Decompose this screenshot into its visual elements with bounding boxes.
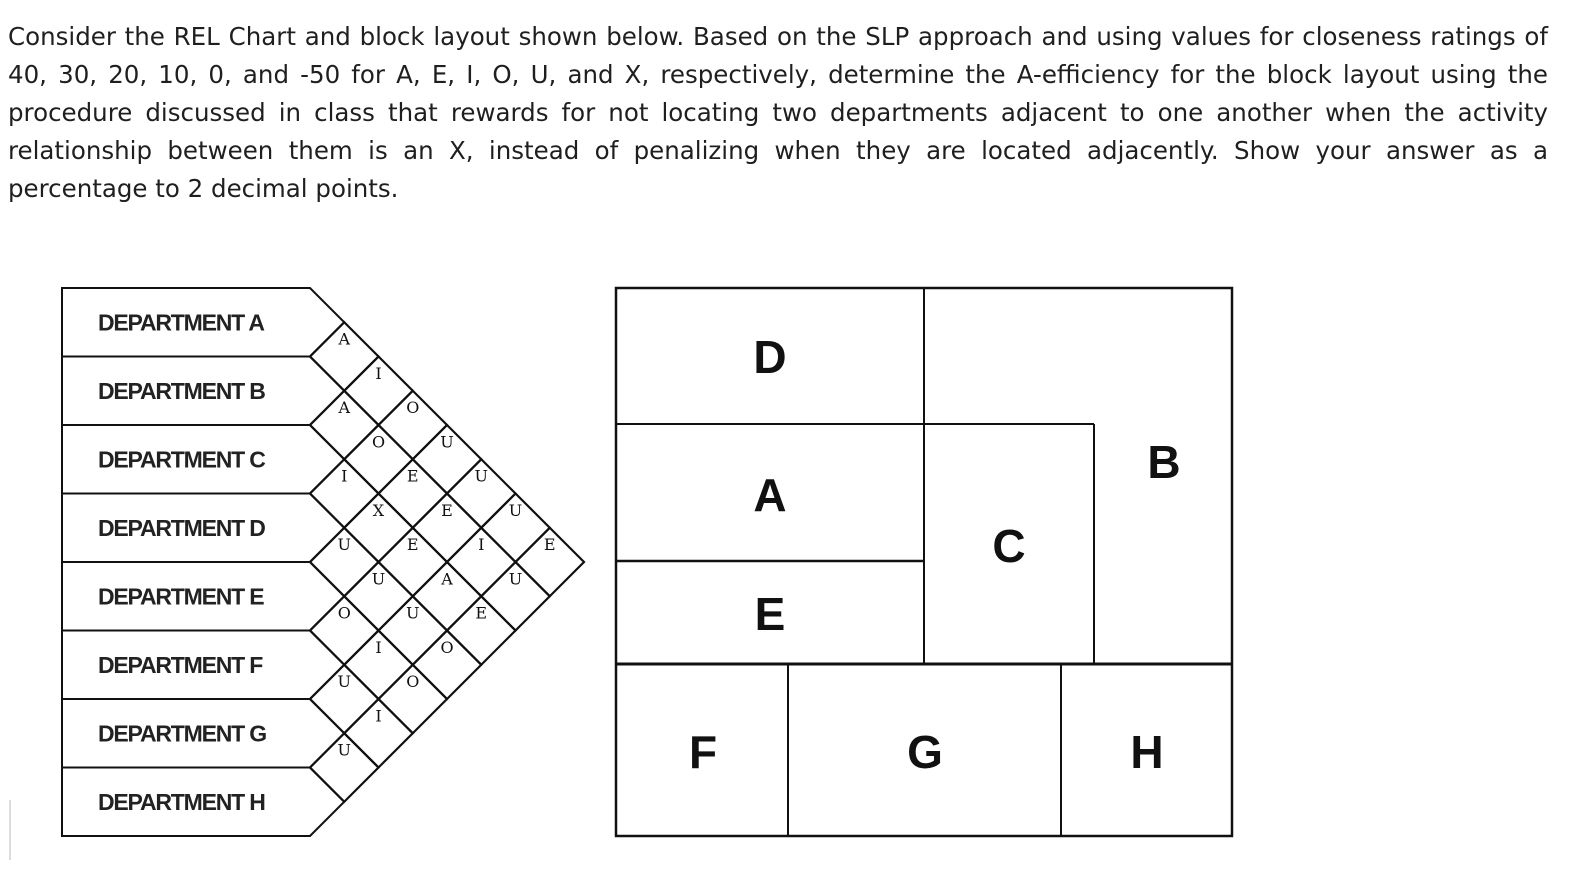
block-f-label: F — [688, 726, 718, 778]
rel-rating-e-h: O — [406, 672, 420, 691]
department-label: DEPARTMENT E — [98, 583, 264, 610]
rel-rating-c-f: E — [406, 535, 419, 554]
rel-rating-f-h: I — [375, 706, 382, 726]
rel-rating-c-h: E — [475, 603, 488, 623]
rel-rating-a-h: E — [543, 535, 556, 554]
rel-rating-c-e: X — [372, 500, 385, 520]
block-b-label: B — [1147, 436, 1181, 488]
rel-rating-a-d: O — [406, 398, 420, 417]
edge-mark — [9, 800, 11, 860]
rel-rating-b-f: E — [441, 500, 453, 520]
rel-rating-c-d: I — [341, 466, 348, 486]
rel-rating-e-f: O — [337, 603, 351, 623]
rel-rating-a-f: U — [474, 466, 488, 486]
rel-rating-c-g: A — [441, 569, 453, 589]
rel-rating-f-g: U — [337, 672, 351, 691]
department-label: DEPARTMENT H — [98, 788, 265, 815]
rel-rating-g-h: U — [337, 740, 351, 760]
rel-rating-d-f: U — [371, 569, 386, 589]
department-label: DEPARTMENT G — [98, 720, 266, 747]
rel-rating-b-e: E — [406, 466, 419, 486]
rel-rating-d-g: U — [406, 603, 420, 623]
department-label: DEPARTMENT C — [98, 446, 265, 473]
rel-rating-a-e: U — [440, 432, 454, 452]
rel-rating-a-b: A — [338, 329, 351, 349]
department-label: DEPARTMENT D — [98, 514, 265, 541]
block-c-label: C — [992, 520, 1026, 572]
department-label: DEPARTMENT F — [98, 651, 263, 678]
block-e-label: E — [754, 588, 786, 640]
rel-rating-d-h: O — [440, 637, 454, 657]
rel-rating-d-e: U — [337, 535, 351, 554]
rel-rating-a-c: I — [375, 363, 382, 383]
rel-rating-e-g: I — [375, 637, 382, 657]
rel-rating-b-c: A — [338, 398, 351, 417]
block-a-label: A — [753, 469, 787, 521]
rel-rating-a-g: U — [508, 500, 523, 520]
department-label: DEPARTMENT B — [98, 377, 265, 404]
rel-rating-b-h: U — [508, 569, 523, 589]
rel-rating-b-g: I — [478, 535, 485, 554]
block-g-label: G — [907, 726, 943, 778]
department-label: DEPARTMENT A — [98, 309, 264, 336]
rel-rating-b-d: O — [371, 432, 386, 452]
block-h-label: H — [1130, 726, 1164, 778]
block-d-label: D — [753, 331, 787, 383]
question-text: Consider the REL Chart and block layout shown below. Based on the SLP approach and using values for closeness ratings of 40, 30, 20, 10, 0, and -50 for A, E, I, O, U, and X, respectively, determine the A-efficiency for the block layout using the procedure discussed in class that rewards for not locating two departments adjacent to one another when the activity relationship between them is an X, instead of penalizing when they are located adjacently. Show your answer as a percentage to 2 decimal points. — [8, 22, 1548, 203]
